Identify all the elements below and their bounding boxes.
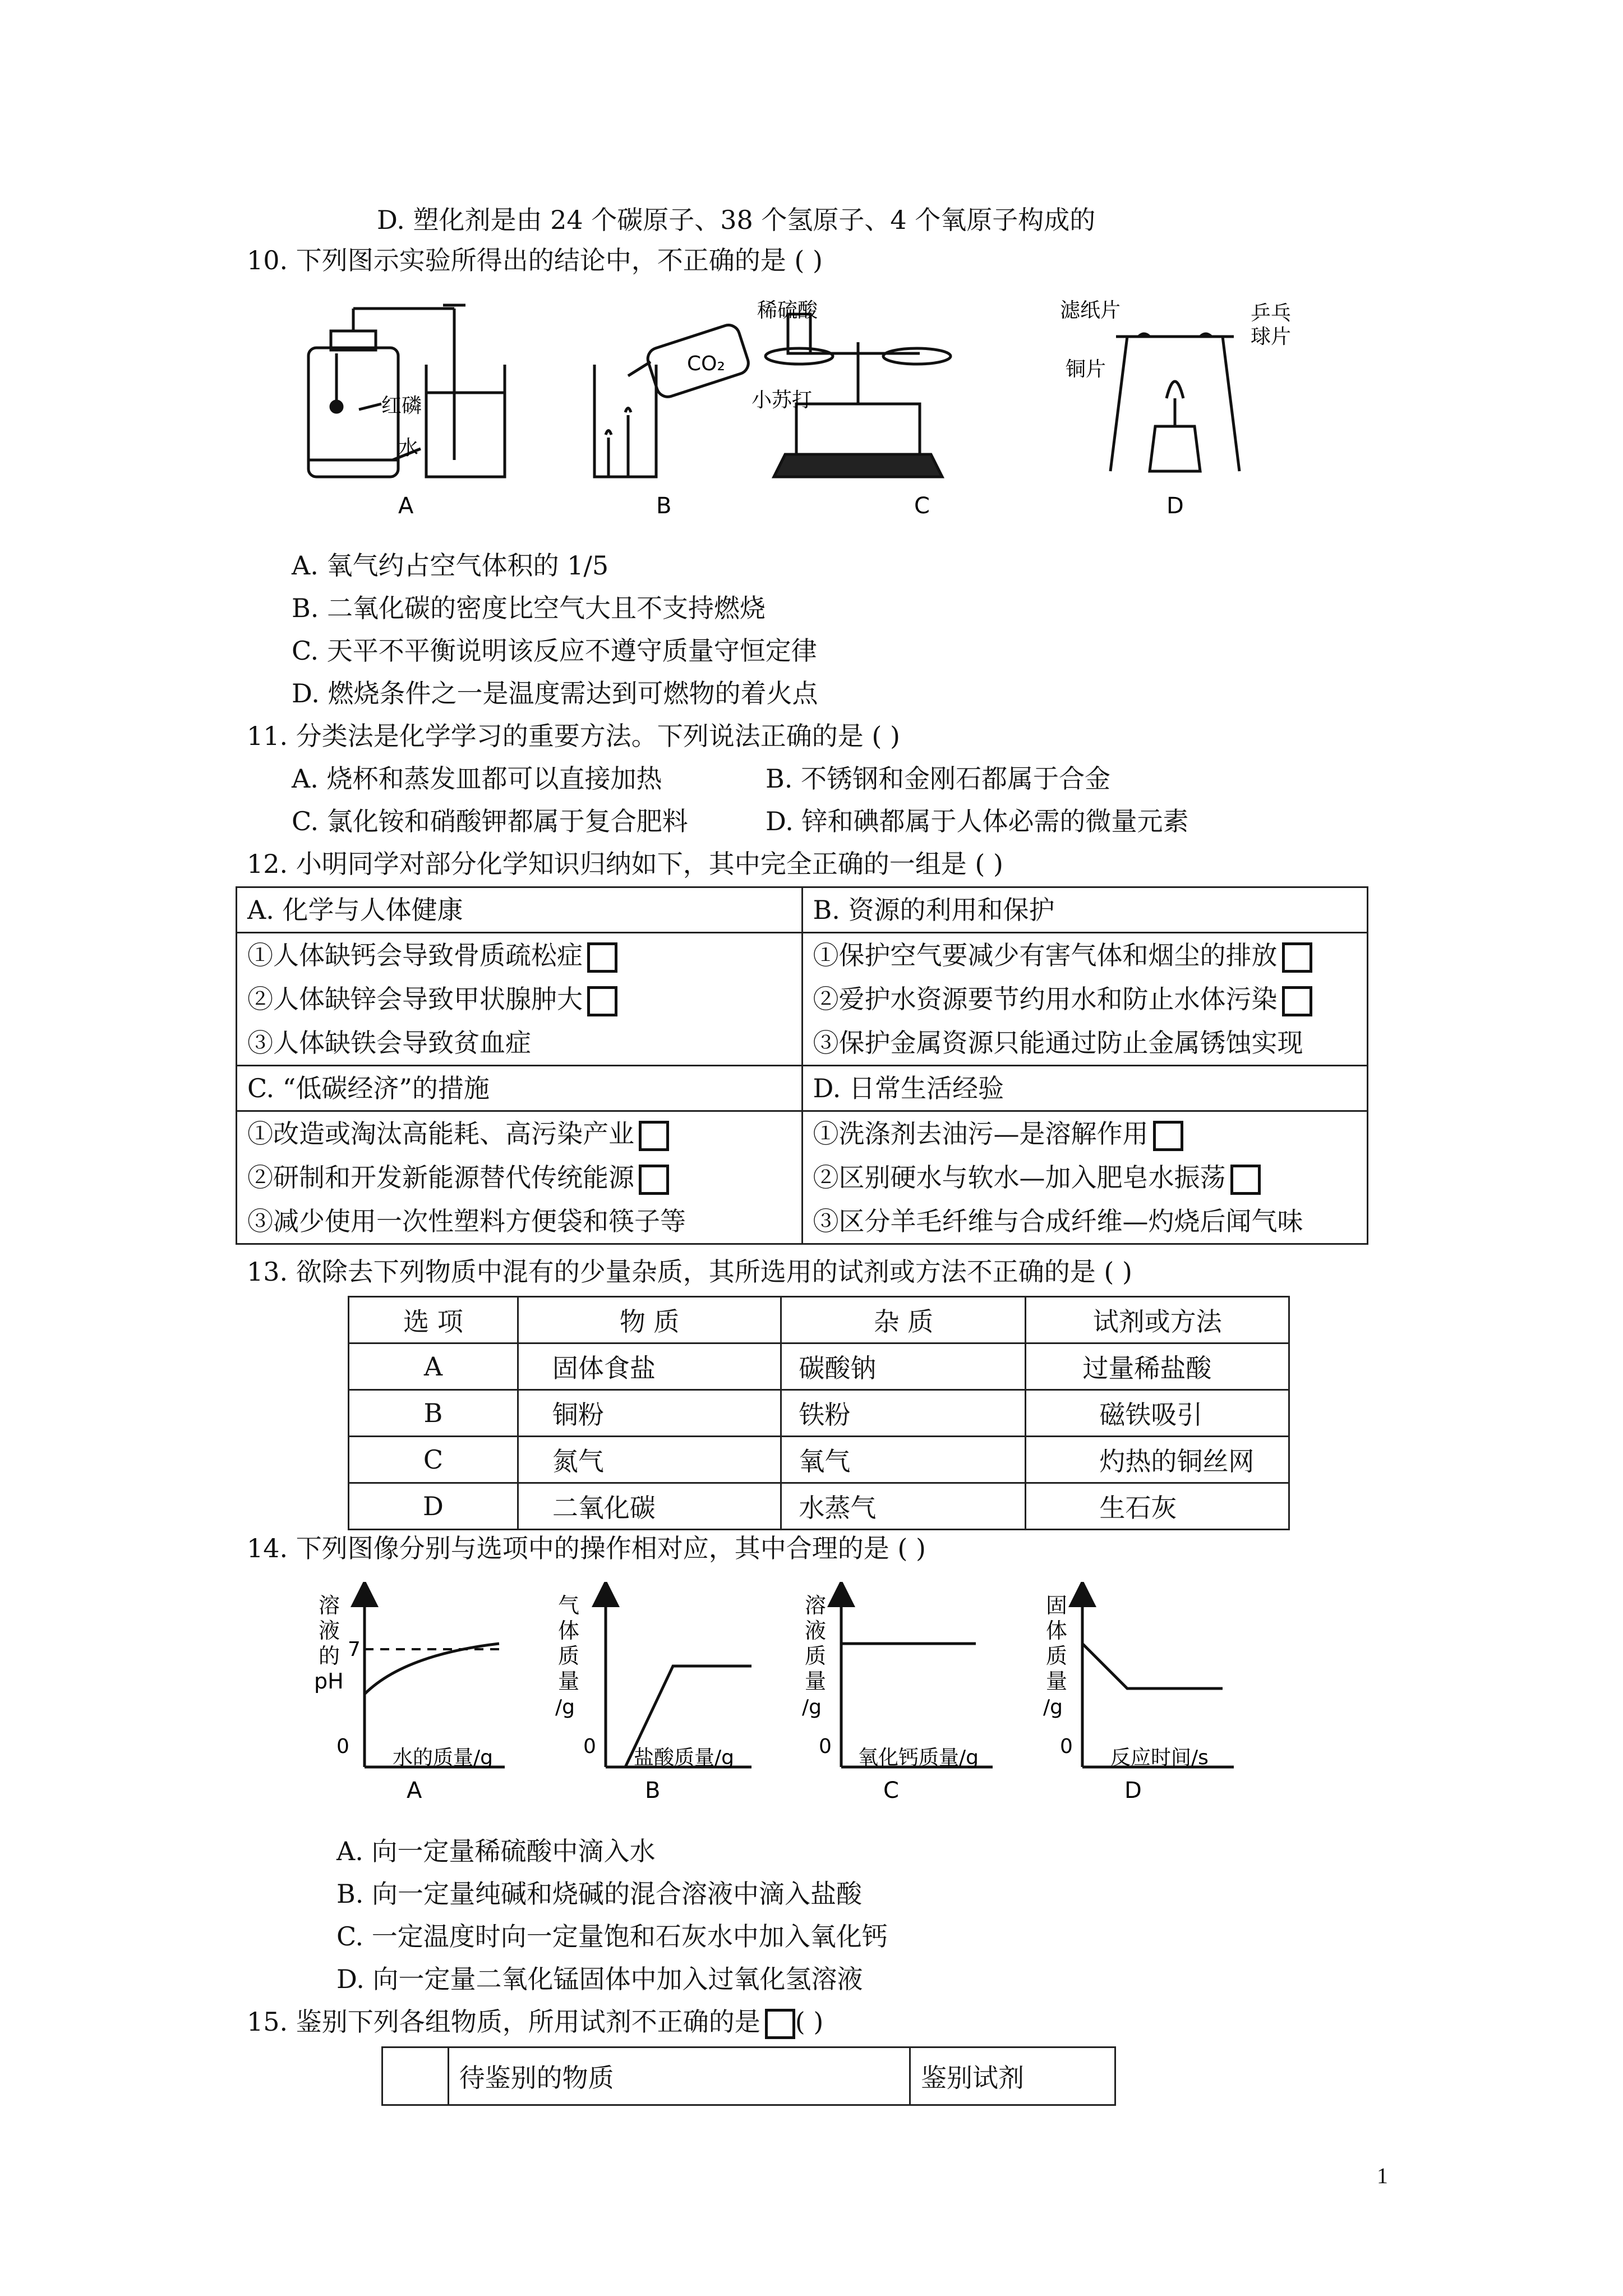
table-header-row bbox=[382, 2047, 1115, 2105]
graph-a-label: A bbox=[407, 1778, 422, 1803]
q12-c-items bbox=[237, 1111, 803, 1244]
answer-box bbox=[1282, 986, 1312, 1016]
q12-c-item: ②研制和开发新能源替代传统能源 bbox=[247, 1156, 791, 1199]
label-pingpong-line2: 球片 bbox=[1251, 325, 1292, 348]
label-water: 水 bbox=[398, 436, 419, 459]
label-copper-sheet: 铜片 bbox=[1066, 358, 1106, 381]
q11-stem: 11. 分类法是化学学习的重要方法。下列说法正确的是 ( ) bbox=[247, 721, 900, 751]
q10-stem: 10. 下列图示实验所得出的结论中，不正确的是 ( ) bbox=[247, 245, 823, 275]
q12-d-title: D. 日常生活经验 bbox=[802, 1066, 1368, 1111]
graph-d-ylabel-1: 固 bbox=[1046, 1593, 1068, 1618]
table-header-row bbox=[349, 1297, 1289, 1343]
table-cell: C bbox=[349, 1437, 518, 1483]
graph-b-xlabel: 盐酸质量/g bbox=[634, 1746, 734, 1769]
answer-box bbox=[587, 986, 617, 1016]
label-dilute-sulfuric-acid: 稀硫酸 bbox=[757, 299, 818, 322]
q12-b-title: B. 资源的利用和保护 bbox=[802, 887, 1368, 933]
q15-header-substances: 待鉴别的物质 bbox=[448, 2047, 910, 2105]
q15-stem-line bbox=[247, 2004, 823, 2040]
q12-c-title: C. “低碳经济”的措施 bbox=[237, 1066, 803, 1111]
table-cell: 铁粉 bbox=[781, 1390, 1026, 1437]
q14-option-b: B. 向一定量纯碱和烧碱的混合溶液中滴入盐酸 bbox=[336, 1879, 863, 1909]
q12-a-item: ③人体缺铁会导致贫血症 bbox=[247, 1028, 531, 1058]
table-cell: 灼热的铜丝网 bbox=[1026, 1437, 1289, 1483]
graph-b bbox=[606, 1593, 751, 1767]
q14-graphs bbox=[303, 1582, 1301, 1818]
q11-option-d: D. 锌和碘都属于人体必需的微量元素 bbox=[766, 806, 1189, 836]
q14-option-d: D. 向一定量二氧化锰固体中加入过氧化氢溶液 bbox=[336, 1964, 863, 1994]
graph-c-ylabel-1: 溶 bbox=[805, 1593, 827, 1618]
q12-b-item: ③保护金属资源只能通过防止金属锈蚀实现 bbox=[813, 1028, 1303, 1058]
graph-a-ylabel-2: 液 bbox=[319, 1618, 340, 1643]
table-cell: 氧气 bbox=[781, 1437, 1026, 1483]
q12-a-title: A. 化学与人体健康 bbox=[237, 887, 803, 933]
graph-d bbox=[1082, 1593, 1234, 1767]
q12-a-items bbox=[237, 933, 803, 1066]
table-cell: 磁铁吸引 bbox=[1026, 1390, 1289, 1437]
q11-option-a: A. 烧杯和蒸发皿都可以直接加热 bbox=[292, 763, 662, 794]
q13-table bbox=[348, 1296, 1290, 1530]
q12-b-items bbox=[802, 933, 1368, 1066]
q9-option-d: D. 塑化剂是由 24 个碳原子、38 个氢原子、4 个氧原子构成的 bbox=[377, 205, 1096, 235]
table-cell: B bbox=[349, 1390, 518, 1437]
q14-option-c: C. 一定温度时向一定量饱和石灰水中加入氧化钙 bbox=[336, 1921, 888, 1952]
q12-a-item: ①人体缺钙会导致骨质疏松症 bbox=[247, 933, 791, 977]
q12-d-item: ②区别硬水与软水—加入肥皂水振荡 bbox=[813, 1156, 1357, 1199]
label-red-phosphorus: 红磷 bbox=[381, 394, 422, 417]
table-row bbox=[349, 1437, 1289, 1483]
graph-d-origin: 0 bbox=[1060, 1735, 1073, 1758]
table-cell: D bbox=[349, 1483, 518, 1530]
graph-b-ylabel-4: 量 bbox=[558, 1669, 580, 1694]
q15-paren: ( ) bbox=[795, 2007, 824, 2037]
graph-a-ylabel-3: 的 bbox=[319, 1644, 340, 1668]
graph-b-origin: 0 bbox=[583, 1735, 596, 1758]
graph-c-label: C bbox=[883, 1778, 899, 1803]
graph-c-xlabel: 氧化钙质量/g bbox=[858, 1746, 979, 1769]
graph-c-origin: 0 bbox=[819, 1735, 832, 1758]
answer-box bbox=[639, 1121, 669, 1151]
graph-c-ylabel-4: 量 bbox=[805, 1669, 827, 1694]
graph-b-label: B bbox=[645, 1778, 661, 1803]
page-number: 1 bbox=[1377, 2163, 1388, 2188]
table-cell: 碳酸钠 bbox=[781, 1343, 1026, 1390]
answer-box bbox=[587, 942, 617, 973]
q12-b-item: ①保护空气要减少有害气体和烟尘的排放 bbox=[813, 933, 1357, 977]
label-co2: CO₂ bbox=[687, 352, 725, 375]
graph-a-ylabel-4: pH bbox=[314, 1669, 344, 1694]
label-pingpong-line1: 乒乓 bbox=[1251, 302, 1292, 325]
q10-apparatus-figure bbox=[292, 292, 1324, 527]
table-row bbox=[349, 1343, 1289, 1390]
apparatus-b bbox=[594, 322, 751, 477]
q13-header-option: 选 项 bbox=[349, 1297, 518, 1343]
q12-d-items bbox=[802, 1111, 1368, 1244]
answer-box bbox=[1282, 942, 1312, 973]
table-cell: 过量稀盐酸 bbox=[1026, 1343, 1289, 1390]
graph-a-ylabel-1: 溶 bbox=[319, 1593, 340, 1618]
q15-stem: 15. 鉴别下列各组物质，所用试剂不正确的是 bbox=[247, 2007, 760, 2037]
label-filter-paper: 滤纸片 bbox=[1060, 299, 1121, 322]
answer-box bbox=[1153, 1121, 1183, 1151]
table-cell: 生石灰 bbox=[1026, 1483, 1289, 1530]
q12-d-item: ①洗涤剂去油污—是溶解作用 bbox=[813, 1112, 1357, 1156]
graph-b-ylabel-3: 质 bbox=[558, 1644, 580, 1668]
label-baking-soda: 小苏打 bbox=[751, 389, 813, 412]
answer-box bbox=[639, 1165, 669, 1195]
q11-option-b: B. 不锈钢和金刚石都属于合金 bbox=[766, 763, 1111, 794]
graph-d-ylabel-4: 量 bbox=[1046, 1669, 1068, 1694]
graph-d-ylabel-2: 体 bbox=[1046, 1618, 1068, 1643]
table-row bbox=[349, 1390, 1289, 1437]
q12-stem: 12. 小明同学对部分化学知识归纳如下，其中完全正确的一组是 ( ) bbox=[247, 849, 1003, 879]
q12-table bbox=[236, 886, 1368, 1245]
q10-option-d: D. 燃烧条件之一是温度需达到可燃物的着火点 bbox=[292, 678, 818, 708]
graph-d-label: D bbox=[1124, 1778, 1142, 1803]
table-cell: 固体食盐 bbox=[518, 1343, 781, 1390]
graph-c-ylabel-5: /g bbox=[802, 1696, 822, 1719]
graph-d-ylabel-5: /g bbox=[1043, 1696, 1063, 1719]
graph-b-ylabel-5: /g bbox=[555, 1696, 575, 1719]
label-b: B bbox=[656, 493, 672, 519]
q15-table bbox=[381, 2046, 1116, 2106]
q13-stem: 13. 欲除去下列物质中混有的少量杂质，其所选用的试剂或方法不正确的是 ( ) bbox=[247, 1257, 1132, 1287]
table-cell: A bbox=[349, 1343, 518, 1390]
answer-box bbox=[1230, 1165, 1261, 1195]
graph-b-ylabel-2: 体 bbox=[558, 1618, 580, 1643]
graph-a bbox=[365, 1593, 505, 1767]
table-cell: 二氧化碳 bbox=[518, 1483, 781, 1530]
graph-c-ylabel-2: 液 bbox=[805, 1618, 827, 1643]
q10-option-c: C. 天平不平衡说明该反应不遵守质量守恒定律 bbox=[292, 636, 817, 666]
q12-b-item: ②爱护水资源要节约用水和防止水体污染 bbox=[813, 977, 1357, 1021]
graph-d-xlabel: 反应时间/s bbox=[1110, 1746, 1209, 1769]
q13-header-impurity: 杂 质 bbox=[781, 1297, 1026, 1343]
q15-header-reagent: 鉴别试剂 bbox=[910, 2047, 1115, 2105]
q12-d-item: ③区分羊毛纤维与合成纤维—灼烧后闻气味 bbox=[813, 1206, 1303, 1236]
graph-c bbox=[841, 1593, 993, 1767]
q10-option-a: A. 氧气约占空气体积的 1/5 bbox=[292, 550, 609, 581]
table-cell: 水蒸气 bbox=[781, 1483, 1026, 1530]
q14-stem: 14. 下列图像分别与选项中的操作相对应，其中合理的是 ( ) bbox=[247, 1533, 926, 1563]
q12-c-item: ①改造或淘汰高能耗、高污染产业 bbox=[247, 1112, 791, 1156]
label-c: C bbox=[914, 493, 930, 519]
graph-a-origin: 0 bbox=[336, 1735, 349, 1758]
q11-option-c: C. 氯化铵和硝酸钾都属于复合肥料 bbox=[292, 806, 688, 836]
graph-a-tick-7: 7 bbox=[348, 1638, 361, 1661]
graph-a-xlabel: 水的质量/g bbox=[393, 1746, 493, 1769]
q12-a-item: ②人体缺锌会导致甲状腺肿大 bbox=[247, 977, 791, 1021]
table-cell: 氮气 bbox=[518, 1437, 781, 1483]
q15-header-blank bbox=[382, 2047, 449, 2105]
q13-header-substance: 物 质 bbox=[518, 1297, 781, 1343]
graph-b-ylabel-1: 气 bbox=[558, 1593, 580, 1618]
label-d: D bbox=[1166, 493, 1184, 519]
apparatus-d bbox=[1110, 334, 1239, 471]
label-a: A bbox=[398, 493, 414, 519]
q13-header-method: 试剂或方法 bbox=[1026, 1297, 1289, 1343]
graph-c-ylabel-3: 质 bbox=[805, 1644, 827, 1668]
table-row bbox=[349, 1483, 1289, 1530]
q12-c-item: ③减少使用一次性塑料方便袋和筷子等 bbox=[247, 1206, 686, 1236]
graph-d-ylabel-3: 质 bbox=[1046, 1644, 1068, 1668]
q14-option-a: A. 向一定量稀硫酸中滴入水 bbox=[336, 1836, 656, 1866]
q10-option-b: B. 二氧化碳的密度比空气大且不支持燃烧 bbox=[292, 593, 766, 623]
table-cell: 铜粉 bbox=[518, 1390, 781, 1437]
answer-box bbox=[765, 2009, 795, 2039]
